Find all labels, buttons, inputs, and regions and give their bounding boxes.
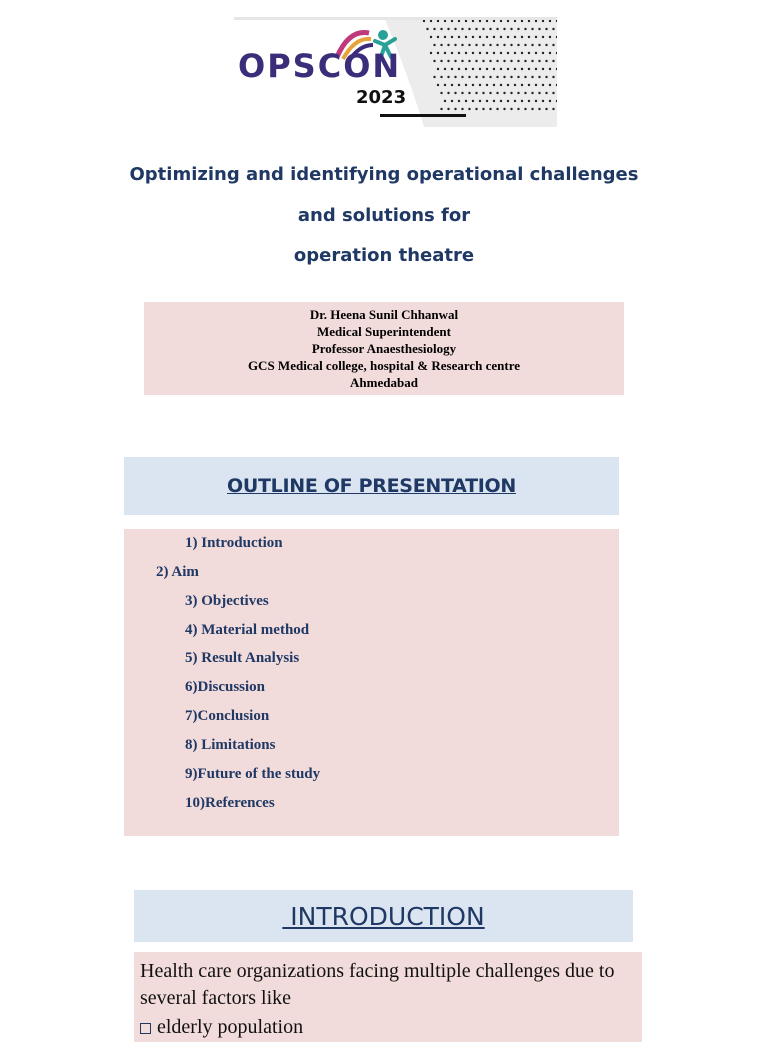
presentation-title-line-2: and solutions for <box>297 205 471 226</box>
introduction-paragraph: Health care organizations facing multiple challenges due to several factors like <box>140 960 615 1009</box>
outline-item: 3) Objectives <box>185 593 269 609</box>
introduction-heading: INTRODUCTION <box>282 902 485 931</box>
author-name: Dr. Heena Sunil Chhanwal <box>309 307 459 322</box>
outline-item: 8) Limitations <box>185 737 276 753</box>
introduction-body <box>134 952 642 1042</box>
outline-heading: OUTLINE OF PRESENTATION <box>227 475 516 497</box>
author-position: Professor Anaesthesiology <box>311 341 457 356</box>
outline-item: 1) Introduction <box>185 535 283 551</box>
author-info-box <box>144 302 624 395</box>
outline-heading-box <box>124 457 619 515</box>
introduction-bullet-text: elderly population <box>157 1016 304 1038</box>
conference-year: 2023 <box>356 87 407 108</box>
banner-top-rule <box>234 17 557 20</box>
outline-item: 2) Aim <box>156 564 199 580</box>
outline-item: 4) Material method <box>185 622 310 638</box>
outline-item: 6)Discussion <box>185 679 266 695</box>
checkbox-bullet-icon <box>140 1023 151 1034</box>
author-institution: GCS Medical college, hospital & Research centre <box>247 358 521 373</box>
presentation-title-line-3: operation theatre <box>293 245 475 266</box>
author-city: Ahmedabad <box>350 375 418 390</box>
outline-item: 7)Conclusion <box>185 708 270 724</box>
presentation-title-line-1: Optimizing and identifying operational challenges <box>129 164 639 185</box>
year-underline <box>380 114 466 117</box>
outline-item: 10)References <box>185 795 275 811</box>
outline-list <box>124 529 619 836</box>
introduction-bullet <box>140 1016 303 1039</box>
introduction-heading-box <box>134 890 633 942</box>
conference-banner <box>234 17 557 127</box>
outline-item: 9)Future of the study <box>185 766 321 782</box>
outline-item: 5) Result Analysis <box>185 650 300 666</box>
author-role: Medical Superintendent <box>317 324 451 339</box>
conference-brand: OPSCON <box>238 47 402 85</box>
